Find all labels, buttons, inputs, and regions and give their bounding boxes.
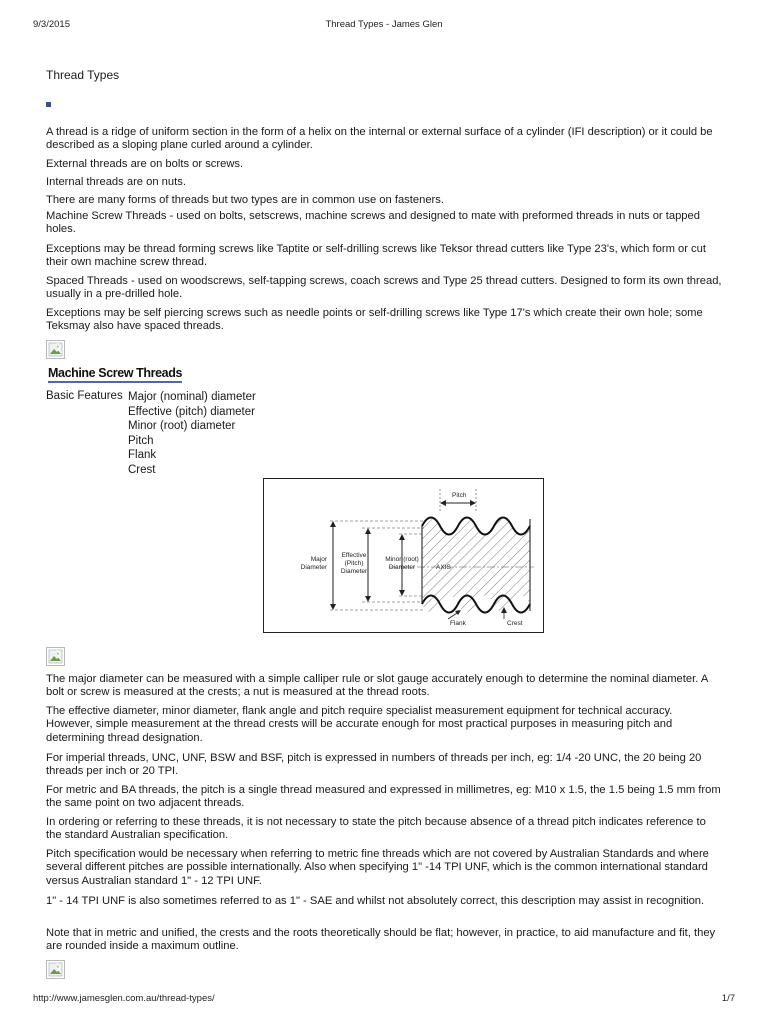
body-paragraph: 1" - 14 TPI UNF is also sometimes referred to as 1" - SAE and whilst not absolutely correct, this description may assist in recognition. bbox=[46, 895, 705, 907]
intro-paragraph: There are many forms of threads but two types are in common use on fasteners. bbox=[46, 194, 444, 206]
label-pitch: Pitch bbox=[452, 492, 467, 499]
label-minor-diameter: Diameter bbox=[388, 564, 416, 571]
intro-paragraph: Machine Screw Threads - used on bolts, setscrews, machine screws and designed to mate with preformed threads in nuts or tapped holes. bbox=[46, 210, 700, 236]
print-date: 9/3/2015 bbox=[33, 19, 70, 30]
list-item: Major (nominal) diameter bbox=[128, 391, 256, 403]
label-major-diameter: Major bbox=[310, 556, 327, 563]
label-crest: Crest bbox=[507, 620, 523, 627]
print-page-title: Thread Types - James Glen bbox=[325, 19, 443, 30]
section-title: Machine Screw Threads bbox=[48, 366, 182, 383]
label-flank: Flank bbox=[450, 620, 466, 627]
body-paragraph: Pitch specification would be necessary when referring to metric fine threads which are not covered by Australian Standards and where several different pitches are possible internationally. Also when specifying 1" -14 TPI UNF, which is the common international standard versus Australian standard 1" - 12 TPI UNF. bbox=[46, 848, 709, 887]
body-paragraph: For metric and BA threads, the pitch is a single thread measured and expressed in millimetres, eg: M10 x 1.5, the 1.5 being 1.5 mm from the same point on two adjacent threads. bbox=[46, 784, 721, 810]
intro-paragraph: Internal threads are on nuts. bbox=[46, 176, 186, 188]
list-item: Pitch bbox=[128, 434, 154, 447]
label-effective-diameter: (Pitch) bbox=[344, 560, 364, 567]
label-minor-diameter: Minor (root) bbox=[385, 556, 419, 563]
broken-image-icon bbox=[46, 340, 65, 359]
list-item: Effective (pitch) diameter bbox=[128, 405, 255, 418]
intro-paragraph: A thread is a ridge of uniform section in the form of a helix on the internal or external surface of a cylinder (IFI description) or it could be described as a sloping plane curled around a cylinder. bbox=[46, 126, 713, 152]
label-axis: AXIS bbox=[436, 564, 451, 571]
bullet-marker bbox=[46, 102, 51, 107]
thread-diagram bbox=[263, 478, 544, 633]
page-url[interactable]: http://www.jamesglen.com.au/thread-types/ bbox=[33, 993, 215, 1004]
intro-paragraph: External threads are on bolts or screws. bbox=[46, 158, 244, 170]
page-number: 1/7 bbox=[721, 993, 735, 1004]
label-effective-diameter: Diameter bbox=[340, 568, 368, 575]
label-effective-diameter: Effective bbox=[341, 552, 367, 559]
body-paragraph: The effective diameter, minor diameter, flank angle and pitch require specialist measurement equipment for technical accuracy. However, simple measurement at the thread crests will be accurate enough for most practical purposes in measuring pitch and determining thread designation. bbox=[46, 705, 673, 744]
intro-paragraph: Exceptions may be self piercing screws such as needle points or self-drilling screws like Type 17's which create their own hole; some Teksmay also have spaced threads. bbox=[46, 307, 703, 333]
broken-image-icon bbox=[46, 647, 65, 666]
intro-paragraph: Spaced Threads - used on woodscrews, self-tapping screws, coach screws and Type 25 thread cutters. Designed to form its own thread, usually in a pre-drilled hole. bbox=[46, 275, 722, 301]
body-paragraph: Note that in metric and unified, the crests and the roots theoretically should be flat; however, in practice, to aid manufacture and fit, they are rounded inside a maximum outline. bbox=[46, 927, 716, 953]
list-item: Minor (root) diameter bbox=[128, 420, 236, 433]
label-major-diameter: Diameter bbox=[300, 564, 327, 571]
body-paragraph: In ordering or referring to these threads, it is not necessary to state the pitch because absence of a thread pitch indicates reference to the standard Australian specification. bbox=[46, 816, 706, 842]
features-label: Basic Features bbox=[46, 390, 123, 402]
list-item: Flank bbox=[128, 449, 157, 462]
intro-paragraph: Exceptions may be thread forming screws like Taptite or self-drilling screws like Teksor thread cutters like Type 23's, which form or cut their own machine screw thread. bbox=[46, 243, 706, 269]
broken-image-icon bbox=[46, 960, 65, 979]
list-item: Crest bbox=[128, 463, 156, 476]
page-title: Thread Types bbox=[46, 68, 120, 82]
features-list bbox=[128, 390, 256, 478]
body-paragraph: For imperial threads, UNC, UNF, BSW and BSF, pitch is expressed in numbers of threads per inch, eg: 1/4 -20 UNC, the 20 being 20 threads per inch or 20 TPI. bbox=[46, 752, 702, 778]
body-paragraph: The major diameter can be measured with a simple calliper rule or slot gauge accurately enough to determine the nominal diameter. A bolt or screw is measured at the crests; a nut is measured at the thread roots. bbox=[46, 673, 708, 699]
